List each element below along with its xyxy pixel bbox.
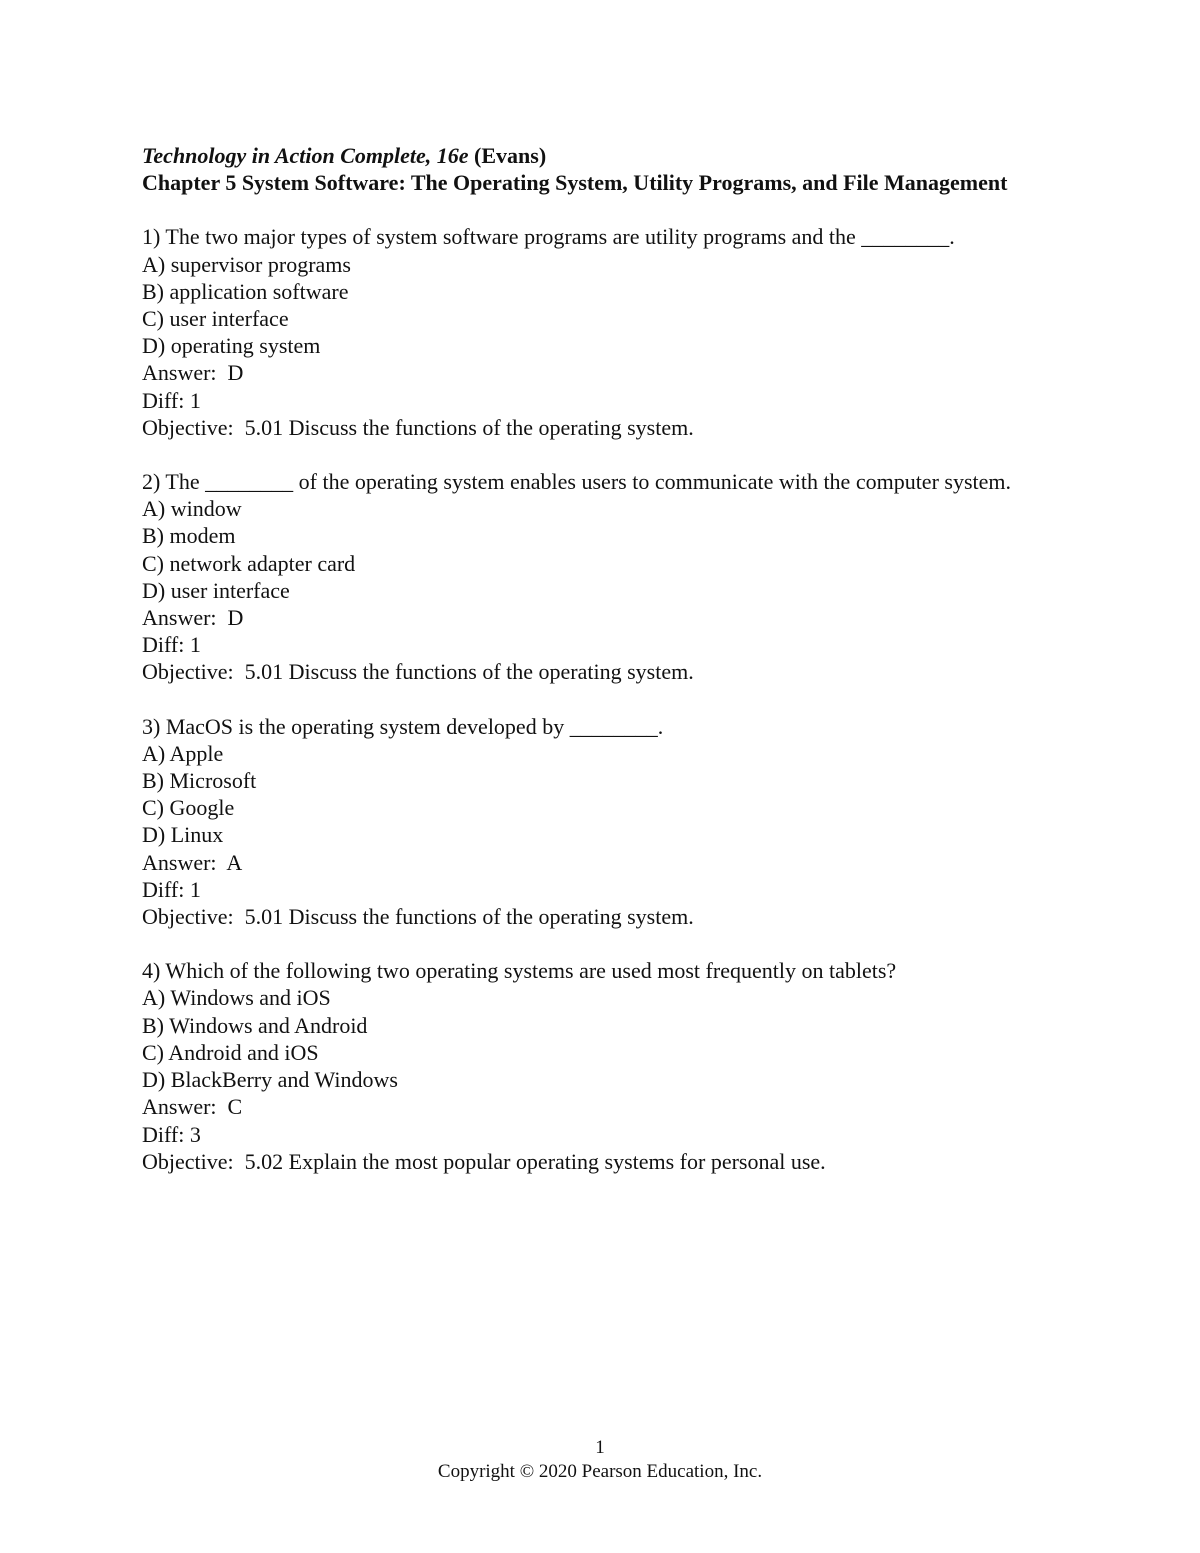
option-c: C) Android and iOS bbox=[142, 1039, 319, 1065]
option-c: C) network adapter card bbox=[142, 550, 356, 576]
question-stem: 2) The ________ of the operating system enables users to communicate with the computer system. bbox=[142, 469, 1012, 495]
question-stem: 4) Which of the following two operating systems are used most frequently on tablets? bbox=[142, 958, 897, 984]
objective-line: Objective: 5.01 Discuss the functions of the operating system. bbox=[142, 414, 694, 440]
answer-line: Answer: D bbox=[142, 605, 244, 631]
page-content bbox=[142, 142, 1022, 1202]
option-d: D) BlackBerry and Windows bbox=[142, 1067, 398, 1093]
option-a: A) window bbox=[142, 496, 242, 522]
objective-line: Objective: 5.02 Explain the most popular operating systems for personal use. bbox=[142, 1148, 826, 1174]
difficulty-line: Diff: 3 bbox=[142, 1121, 201, 1147]
question-stem: 3) MacOS is the operating system developed by ________. bbox=[142, 713, 664, 739]
option-c: C) Google bbox=[142, 795, 235, 821]
answer-line: Answer: D bbox=[142, 360, 244, 386]
difficulty-line: Diff: 1 bbox=[142, 387, 201, 413]
question-stem: 1) The two major types of system software programs are utility programs and the ________. bbox=[142, 224, 955, 250]
option-d: D) Linux bbox=[142, 822, 224, 848]
document-header bbox=[142, 142, 1022, 196]
objective-line: Objective: 5.01 Discuss the functions of the operating system. bbox=[142, 904, 694, 930]
copyright-notice: Copyright © 2020 Pearson Education, Inc. bbox=[437, 1461, 763, 1482]
option-b: B) modem bbox=[142, 523, 236, 549]
question-4 bbox=[142, 957, 1022, 1175]
answer-line: Answer: A bbox=[142, 849, 243, 875]
book-title: Technology in Action Complete, 16e bbox=[142, 143, 469, 168]
option-d: D) user interface bbox=[142, 577, 290, 603]
option-b: B) application software bbox=[142, 278, 349, 304]
question-3 bbox=[142, 713, 1022, 931]
difficulty-line: Diff: 1 bbox=[142, 876, 201, 902]
answer-line: Answer: C bbox=[142, 1094, 243, 1120]
question-1 bbox=[142, 223, 1022, 441]
question-2 bbox=[142, 468, 1022, 686]
option-d: D) operating system bbox=[142, 333, 321, 359]
objective-line: Objective: 5.01 Discuss the functions of the operating system. bbox=[142, 659, 694, 685]
book-author: (Evans) bbox=[468, 143, 547, 168]
chapter-title: Chapter 5 System Software: The Operating System, Utility Programs, and File Management bbox=[142, 170, 1008, 196]
option-a: A) Windows and iOS bbox=[142, 985, 331, 1011]
option-a: A) Apple bbox=[142, 740, 224, 766]
book-line bbox=[142, 142, 1022, 169]
difficulty-line: Diff: 1 bbox=[142, 632, 201, 658]
option-b: B) Windows and Android bbox=[142, 1012, 368, 1038]
option-c: C) user interface bbox=[142, 306, 289, 332]
option-b: B) Microsoft bbox=[142, 768, 257, 794]
option-a: A) supervisor programs bbox=[142, 251, 351, 277]
page-number: 1 bbox=[595, 1437, 605, 1458]
